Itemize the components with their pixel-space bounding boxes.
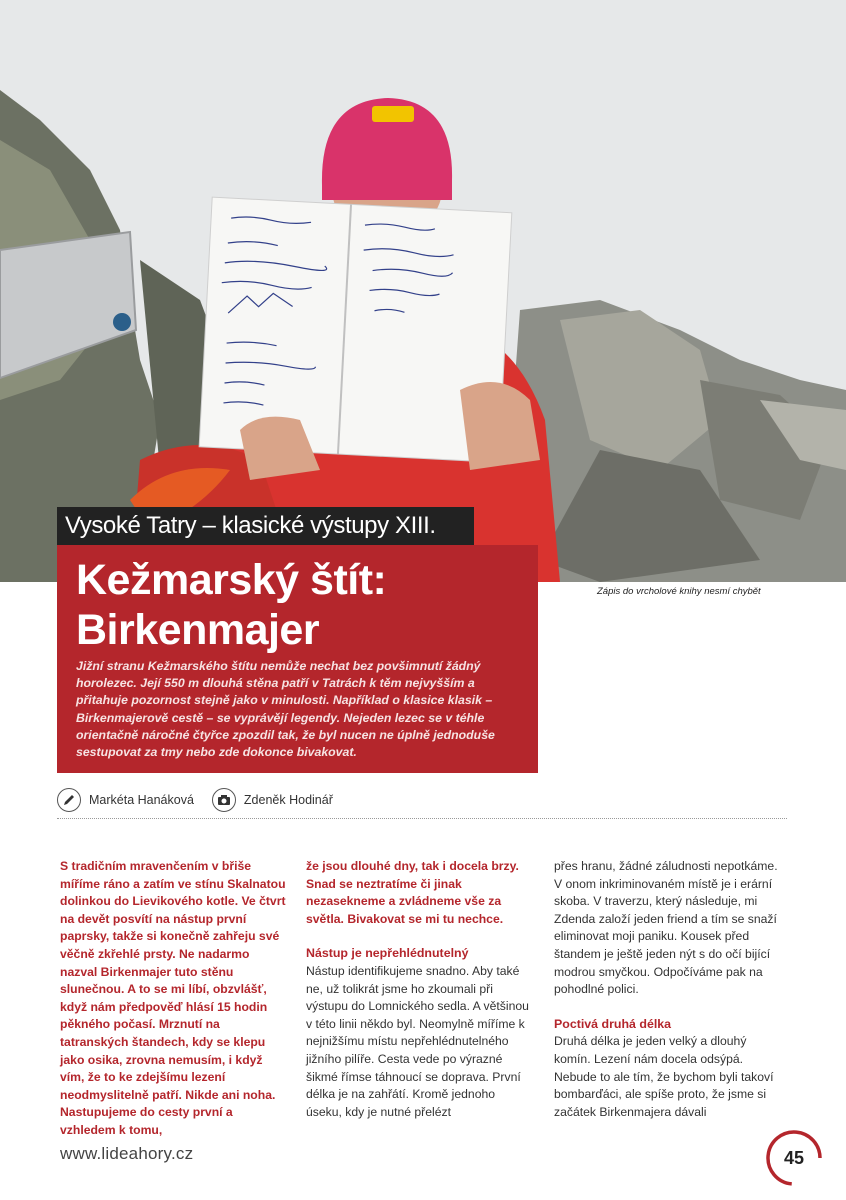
summit-photo-illustration (0, 0, 846, 582)
article-title-line1: Kežmarský štít: (76, 556, 387, 604)
website-url: www.lideahory.cz (60, 1144, 194, 1163)
hero-photo (0, 0, 846, 582)
intro-paragraph: S tradičním mravenčením v břiše míříme ráno a zatím ve stínu Skalnatou dolinkou do Lievikového kotle. Ve čtvrt na devět posvítí na nástup první paprsky, takže si konečně zahřeju své věčně zkřehlé prsty. Ne nadarmo nazval Birkenmajer tuto stěnu slunečnou. A to se mi líbí, obzvlášť, když nám předpověď hlásí 15 hodin pěkného počasí. Mrznutí na tatranských štandech, kdy se klepu jako osika, zrovna nemusím, i když vím, že to ke zdejšímu lezení neodmyslitelně patří. Nikde ani noha. Nastupujeme do cesty první a vzhledem k tomu, (60, 859, 286, 1137)
photographer-credit (212, 788, 333, 812)
text-column-2 (306, 858, 534, 1121)
lead-paragraph: Jižní stranu Kežmarského štítu nemůže nechat bez povšimnutí žádný horolezec. Její 550 m dlouhá stěna patří v Tatrách k těm nejvyšším a přitahuje pozornost stejně jako v minulosti. Například o klasice klasik – Birkenmajerově cestě – se vyprávějí legendy. Nejeden lezec se v téhle orientačně náročné čtyřce zpozdil tak, že byl nucen ne úplně jednoduše sestupovat za tmy nebo zde dokonce bivakovat. (76, 659, 495, 760)
page-number-badge (764, 1128, 824, 1188)
section-heading-druha-delka: Poctivá druhá délka (554, 1016, 672, 1031)
body-paragraph-continued: přes hranu, žádné záludnosti nepotkáme. V onom inkriminovaném místě je i erární skoba. V traverzu, který následuje, mi Zdenda založí jeden friend a tím se snaží eliminovat moji paniku. Kousek před štandem je ještě jeden nýt s do očí bijící modrou smyčkou. Odpočíváme pak na pohodlné polici. (554, 859, 778, 997)
camera-icon (212, 788, 236, 812)
intro-paragraph-continued: že jsou dlouhé dny, tak i docela brzy. Snad se neztratíme či jinak nezasekneme a zvládneme vše za světla. Bivakovat se mi tu nechce. (306, 859, 519, 926)
series-title: Vysoké Tatry – klasické výstupy XIII. (65, 512, 436, 539)
page-number: 45 (783, 1147, 805, 1168)
article-title-line2: Birkenmajer (76, 606, 320, 654)
section-heading-nastup: Nástup je nepřehlédnutelný (306, 946, 469, 961)
pen-icon (57, 788, 81, 812)
title-box (57, 545, 538, 773)
credits-divider (57, 818, 787, 819)
text-column-3 (554, 858, 782, 1121)
body-paragraph-nastup: Nástup identifikujeme snadno. Aby také ne, už tolikrát jsme ho zkoumali při výstupu do Lomnického sedla. A většinou v této linii někdo byl. Neomylně míříme k nejnižšímu místu nepřehlédnutelného jižního pilíře. Cesta vede po výrazné šikmé římse táhnoucí se doprava. První délka je na zahřátí. Kromě jednoho úseku, kdy je nutné přelézt (306, 963, 529, 1119)
credits (57, 788, 351, 812)
article-title (76, 555, 386, 655)
body-paragraph-druha-delka: Druhá délka je jeden velký a dlouhý komín. Lezení nám docela odsýpá. Nebude to ale tím, že bychom byli takoví bombarďáci, ale spíše proto, že jsme si začátek Birkenmajera dávali (554, 1034, 774, 1119)
author-credit (57, 788, 194, 812)
photographer-name: Zdeněk Hodinář (243, 793, 333, 807)
author-name: Markéta Hanáková (89, 793, 194, 807)
series-title-bar (57, 507, 474, 545)
photo-caption: Zápis do vrcholové knihy nesmí chybět (597, 586, 761, 597)
text-column-1 (60, 858, 288, 1140)
